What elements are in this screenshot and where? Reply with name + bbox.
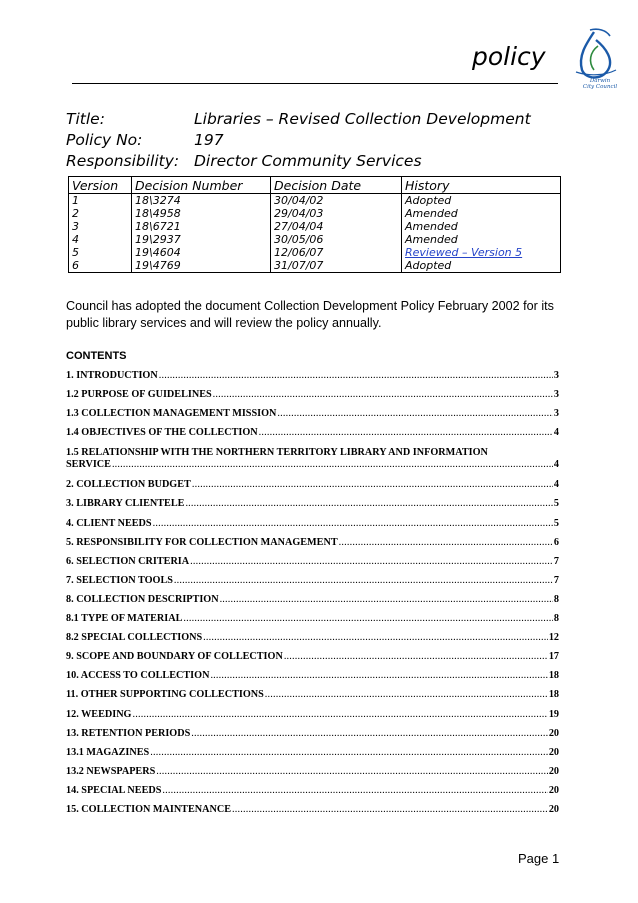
meta-title-label: Title:	[66, 110, 105, 128]
toc-leader-dots	[277, 408, 553, 419]
toc-page-number: 3	[553, 389, 559, 401]
table-cell: 18\3274	[132, 194, 271, 208]
toc-entry-title: 13.2 NEWSPAPERS	[66, 765, 156, 777]
table-cell: 12/06/07	[271, 246, 402, 259]
table-row	[69, 246, 561, 259]
toc-entry-title: 9. SCOPE AND BOUNDARY OF COLLECTION	[66, 651, 283, 663]
toc-entry-title: 1.5 RELATIONSHIP WITH THE NORTHERN TERRITORY LIBRARY AND INFORMATION	[66, 447, 488, 459]
toc-entry-title: 13.1 MAGAZINES	[66, 746, 150, 758]
toc-entry[interactable]	[66, 785, 559, 804]
toc-entry-title: 1. INTRODUCTION	[66, 370, 158, 381]
toc-entry[interactable]	[66, 709, 559, 728]
toc-entry[interactable]	[66, 479, 559, 498]
toc-entry[interactable]	[66, 575, 559, 594]
header-rule	[72, 83, 558, 84]
toc-page-number: 12	[548, 632, 559, 644]
toc-leader-dots	[259, 427, 553, 438]
col-decision-number: Decision Number	[132, 177, 271, 194]
toc-page-number: 4	[553, 459, 559, 471]
toc-page-number: 20	[548, 727, 559, 739]
toc-entry-title: 1.3 COLLECTION MANAGEMENT MISSION	[66, 408, 277, 420]
toc-entry[interactable]	[66, 370, 559, 389]
table-cell: 27/04/04	[271, 220, 402, 233]
toc-entry[interactable]	[66, 537, 559, 556]
table-row	[69, 259, 561, 273]
contents-heading: CONTENTS	[66, 350, 127, 362]
table-cell: 31/07/07	[271, 259, 402, 273]
toc-entry-title: 14. SPECIAL NEEDS	[66, 784, 162, 796]
toc-entry-title: 2. COLLECTION BUDGET	[66, 479, 191, 491]
table-cell: Adopted	[402, 194, 561, 208]
header-policy-word: policy	[472, 42, 546, 71]
table-cell: 4	[69, 233, 132, 246]
toc-leader-dots	[191, 728, 548, 739]
table-cell: Amended	[402, 207, 561, 220]
table-cell: Amended	[402, 233, 561, 246]
table-header-row	[69, 177, 561, 194]
toc-leader-dots	[203, 632, 548, 643]
table-cell: 18\6721	[132, 220, 271, 233]
table-cell: 30/05/06	[271, 233, 402, 246]
table-cell: 29/04/03	[271, 207, 402, 220]
table-cell: 6	[69, 259, 132, 273]
toc-page-number: 8	[553, 613, 559, 625]
toc-leader-dots	[213, 389, 553, 400]
logo-text-line-1: Darwin	[589, 78, 611, 84]
meta-title-value: Libraries – Revised Collection Development	[194, 110, 531, 128]
toc-entry-title: 3. LIBRARY CLIENTELE	[66, 498, 185, 510]
table-row	[69, 207, 561, 220]
meta-policy-label: Policy No:	[66, 131, 143, 149]
toc-entry-title: 6. SELECTION CRITERIA	[66, 555, 190, 567]
meta-responsibility-value: Director Community Services	[194, 152, 422, 170]
toc-page-number: 3	[553, 408, 559, 420]
table-cell: 30/04/02	[271, 194, 402, 208]
toc-leader-dots	[339, 537, 553, 548]
page-number: Page 1	[518, 851, 560, 866]
toc-page-number: 18	[548, 670, 559, 682]
toc-leader-dots	[210, 670, 547, 681]
toc-leader-dots	[192, 479, 553, 490]
table-row	[69, 220, 561, 233]
toc-leader-dots	[183, 613, 552, 624]
table-of-contents	[66, 370, 559, 823]
toc-leader-dots	[150, 747, 548, 758]
meta-policy-value: 197	[194, 131, 224, 149]
toc-entry-title: 10. ACCESS TO COLLECTION	[66, 670, 210, 682]
toc-entry[interactable]	[66, 518, 559, 537]
toc-leader-dots	[232, 804, 548, 815]
table-cell: 19\2937	[132, 233, 271, 246]
col-decision-date: Decision Date	[271, 177, 402, 194]
toc-leader-dots	[112, 459, 553, 470]
toc-leader-dots	[159, 370, 553, 381]
toc-page-number: 5	[553, 517, 559, 529]
toc-page-number: 4	[553, 479, 559, 491]
toc-entry-title: 1.2 PURPOSE OF GUIDELINES	[66, 389, 212, 401]
meta-responsibility-label: Responsibility:	[66, 152, 180, 170]
table-row	[69, 194, 561, 208]
toc-leader-dots	[185, 498, 552, 509]
intro-paragraph: Council has adopted the document Collection Development Policy February 2002 for its public library services and will review the policy annually.	[66, 299, 554, 330]
toc-entry-title-continued: SERVICE	[66, 459, 111, 471]
toc-page-number: 18	[548, 689, 559, 701]
toc-page-number: 7	[553, 555, 559, 567]
table-row	[69, 233, 561, 246]
toc-entry-title: 12. WEEDING	[66, 708, 132, 720]
toc-page-number: 6	[553, 536, 559, 548]
toc-entry[interactable]	[66, 427, 559, 446]
toc-entry-title: 7. SELECTION TOOLS	[66, 574, 173, 586]
toc-page-number: 20	[548, 784, 559, 796]
toc-entry-title: 8.1 TYPE OF MATERIAL	[66, 613, 183, 625]
table-cell: 19\4604	[132, 246, 271, 259]
toc-leader-dots	[220, 594, 553, 605]
toc-page-number: 20	[548, 765, 559, 777]
toc-entry[interactable]	[66, 613, 559, 632]
table-cell: 2	[69, 207, 132, 220]
toc-entry[interactable]	[66, 408, 559, 427]
toc-entry-line-2	[66, 459, 559, 475]
toc-entry[interactable]	[66, 651, 559, 670]
toc-entry[interactable]	[66, 689, 559, 708]
toc-leader-dots	[162, 785, 547, 796]
table-cell: 18\4958	[132, 207, 271, 220]
toc-entry[interactable]	[66, 670, 559, 689]
toc-entry-title: 5. RESPONSIBILITY FOR COLLECTION MANAGEMENT	[66, 536, 338, 548]
toc-entry[interactable]	[66, 389, 559, 408]
toc-leader-dots	[132, 709, 547, 720]
toc-entry-title: 8.2 SPECIAL COLLECTIONS	[66, 632, 203, 644]
toc-entry-title: 4. CLIENT NEEDS	[66, 517, 152, 529]
toc-entry[interactable]	[66, 556, 559, 575]
toc-leader-dots	[190, 556, 553, 567]
toc-page-number: 7	[553, 574, 559, 586]
table-cell: 19\4769	[132, 259, 271, 273]
toc-page-number: 5	[553, 498, 559, 510]
toc-entry-title: 8. COLLECTION DESCRIPTION	[66, 593, 219, 605]
toc-entry[interactable]	[66, 804, 559, 823]
table-cell: Amended	[402, 220, 561, 233]
logo-text-line-2: City Council	[582, 84, 618, 90]
toc-leader-dots	[153, 518, 553, 529]
table-cell: 3	[69, 220, 132, 233]
toc-leader-dots	[284, 651, 548, 662]
toc-entry[interactable]	[66, 594, 559, 613]
col-version: Version	[69, 177, 132, 194]
toc-leader-dots	[265, 689, 548, 700]
toc-entry-title: 11. OTHER SUPPORTING COLLECTIONS	[66, 689, 264, 701]
toc-entry[interactable]	[66, 446, 559, 479]
toc-page-number: 20	[548, 746, 559, 758]
toc-entry[interactable]	[66, 728, 559, 747]
toc-page-number: 3	[553, 370, 559, 381]
table-cell: 5	[69, 246, 132, 259]
toc-entry-title: 15. COLLECTION MAINTENANCE	[66, 803, 231, 815]
toc-leader-dots	[156, 766, 548, 777]
col-history: History	[402, 177, 561, 194]
toc-page-number: 17	[548, 651, 559, 663]
version-history-table	[68, 176, 561, 273]
table-cell: 1	[69, 194, 132, 208]
toc-entry[interactable]	[66, 498, 559, 517]
logo-text	[572, 78, 628, 90]
toc-page-number: 8	[553, 593, 559, 605]
reviewed-version-link[interactable]: Reviewed – Version 5	[402, 246, 561, 259]
toc-entry-title: 1.4 OBJECTIVES OF THE COLLECTION	[66, 427, 258, 439]
toc-leader-dots	[174, 575, 553, 586]
toc-page-number: 19	[548, 708, 559, 720]
toc-entry[interactable]	[66, 632, 559, 651]
toc-entry[interactable]	[66, 747, 559, 766]
toc-entry[interactable]	[66, 766, 559, 785]
toc-page-number: 20	[548, 803, 559, 815]
darwin-city-council-logo	[564, 26, 626, 92]
toc-page-number: 4	[553, 427, 559, 439]
toc-entry-title: 13. RETENTION PERIODS	[66, 727, 191, 739]
table-cell: Adopted	[402, 259, 561, 273]
